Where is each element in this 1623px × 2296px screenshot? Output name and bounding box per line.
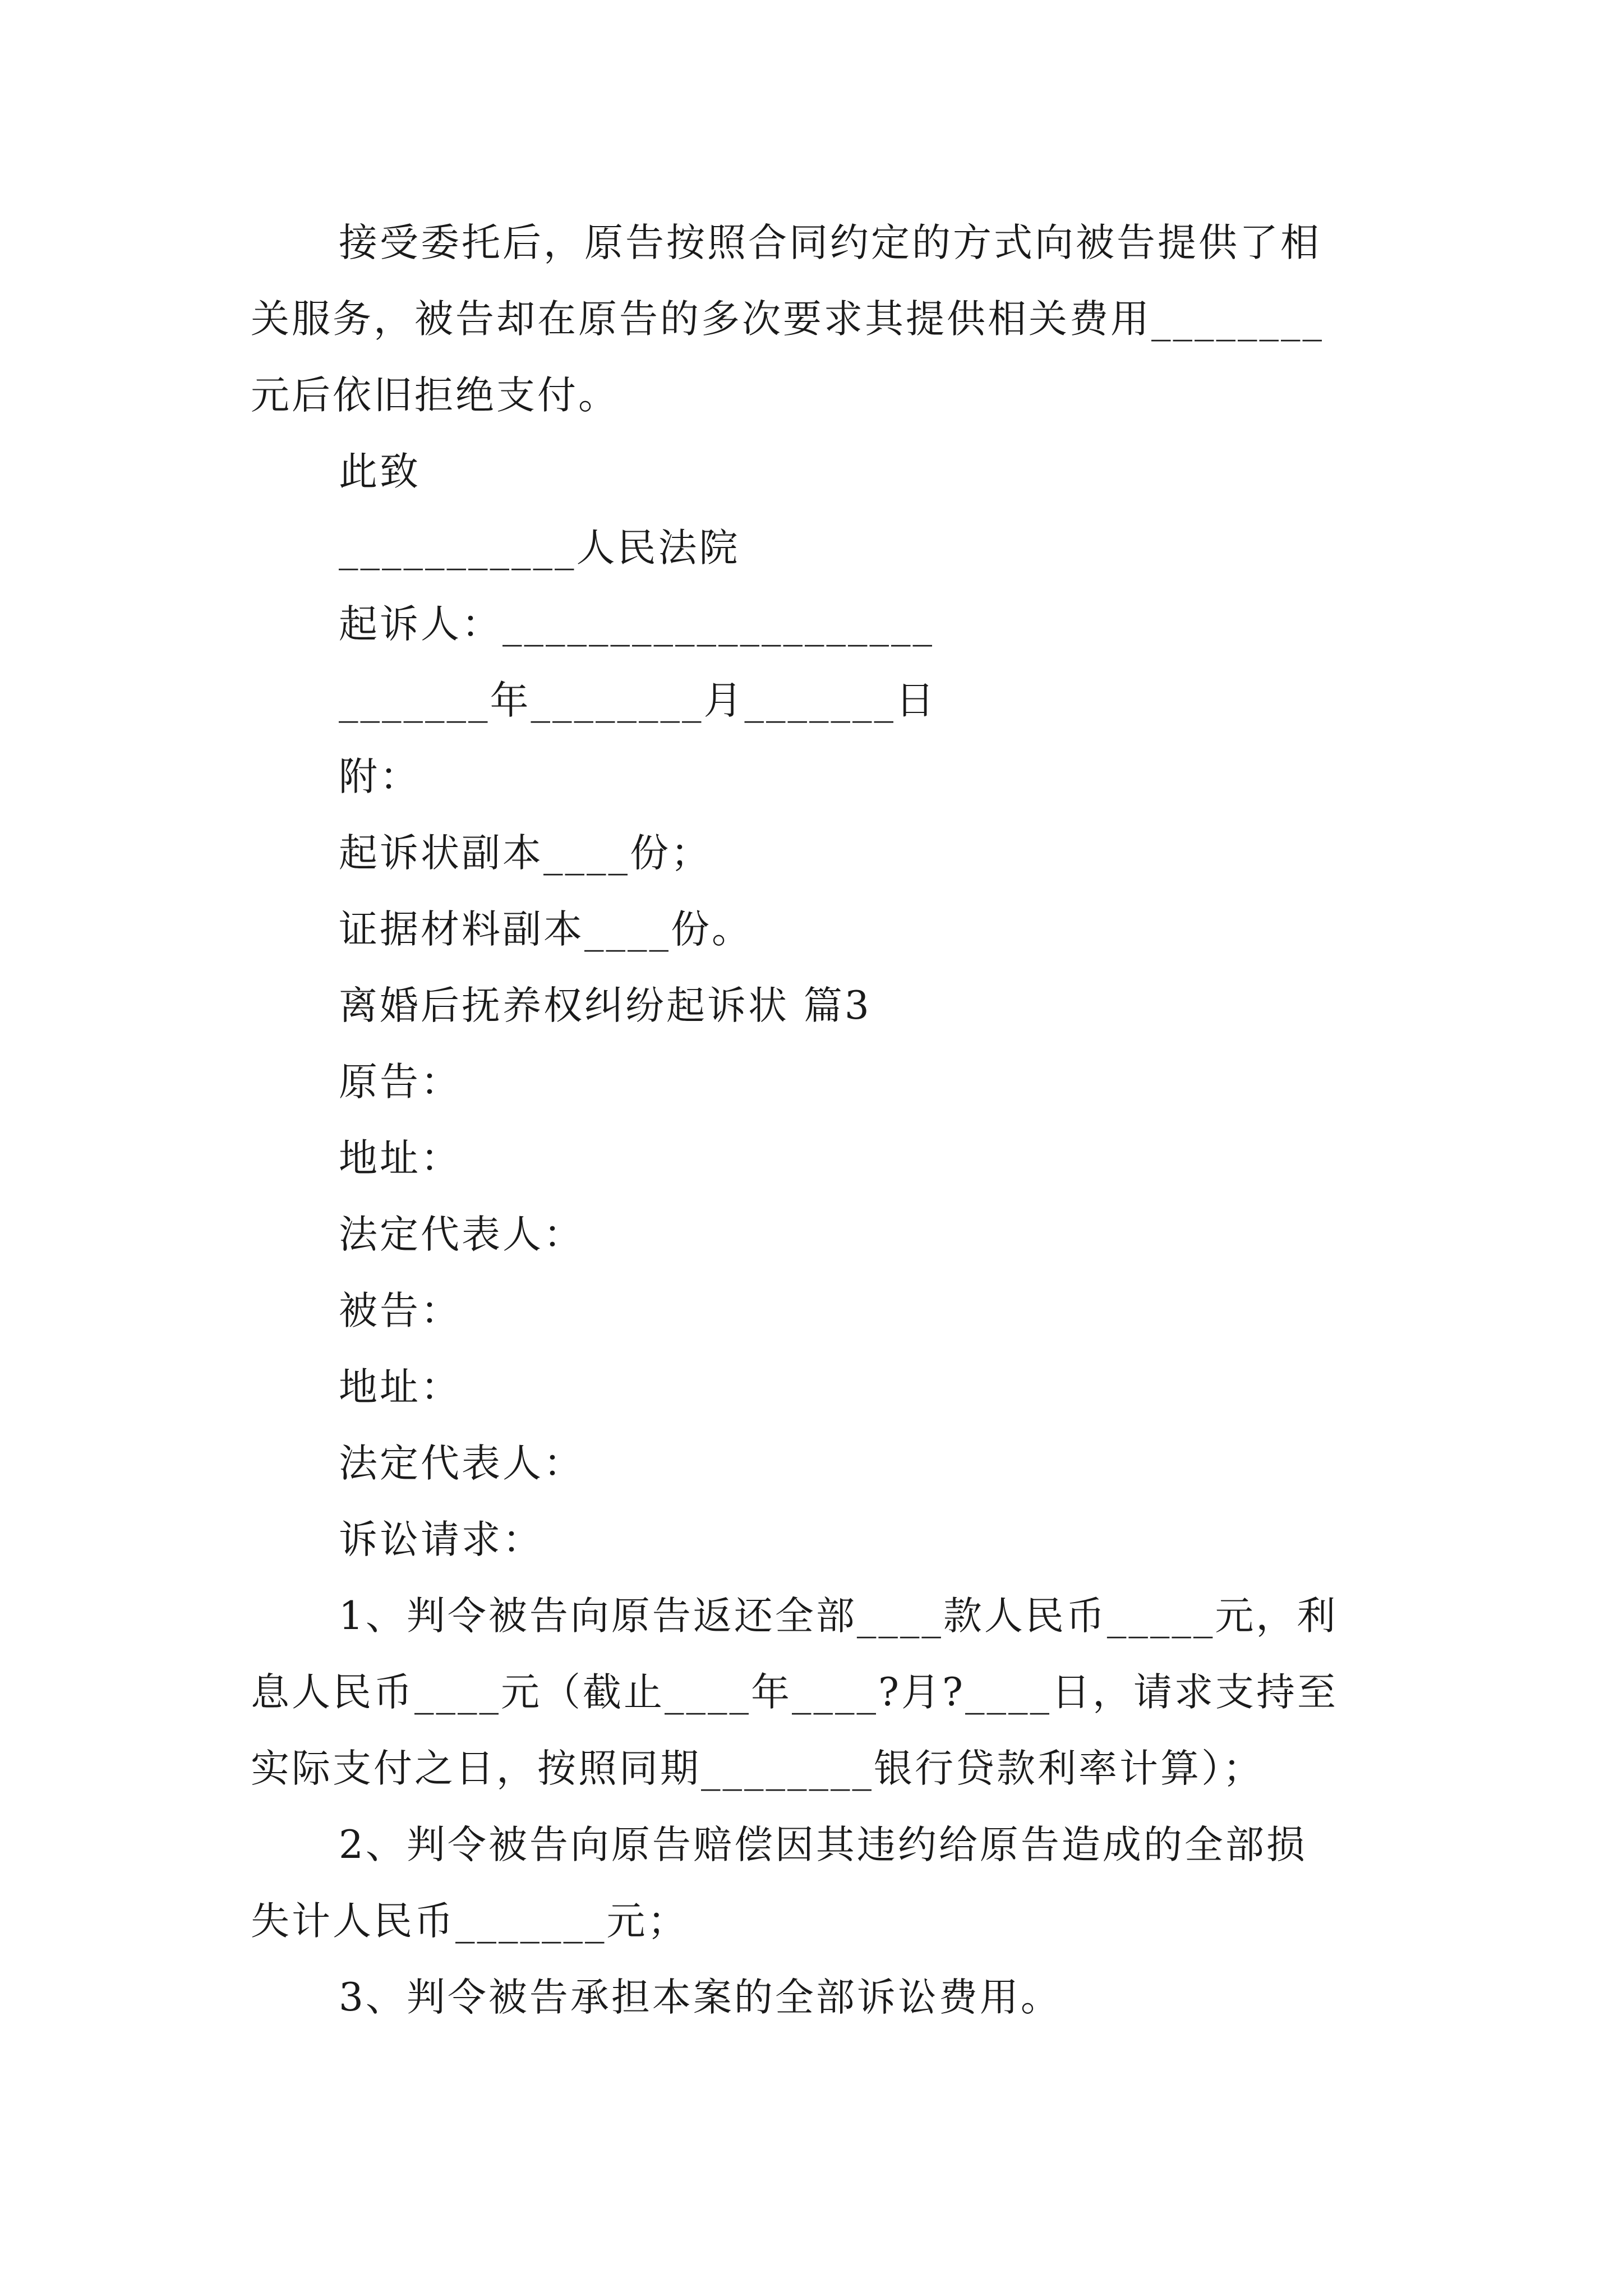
field-label-defendant: 被告： <box>339 1289 462 1333</box>
claim-item-line: 失计人民币_______元； <box>251 1899 689 1944</box>
claim-item-line: 1、判令被告向原告返还全部____款人民币_____元，利 <box>339 1594 1338 1639</box>
field-label-legal-representative: 法定代表人： <box>339 1441 584 1486</box>
attachment-item: 起诉状副本____份； <box>339 831 712 876</box>
paragraph-line: 关服务，被告却在原告的多次要求其提供相关费用________ <box>251 297 1324 342</box>
field-label-plaintiff: 原告： <box>339 1060 462 1105</box>
claim-item-line: 2、判令被告向原告赔偿因其违约给原告造成的全部损 <box>339 1823 1307 1867</box>
claim-item-line: 3、判令被告承担本案的全部诉讼费用。 <box>339 1975 1062 2020</box>
field-label-legal-representative: 法定代表人： <box>339 1212 584 1257</box>
section-title: 离婚后抚养权纠纷起诉状 篇3 <box>339 983 872 1028</box>
claim-item-line: 实际支付之日，按照同期________银行贷款利率计算）； <box>251 1746 1264 1791</box>
court-line: ___________人民法院 <box>339 526 740 570</box>
claim-item-line: 息人民币____元（截止____年____?月?____日，请求支持至 <box>251 1670 1338 1715</box>
attachment-item: 证据材料副本____份。 <box>339 907 753 952</box>
claims-heading: 诉讼请求： <box>339 1517 543 1562</box>
date-line: _______年________月_______日 <box>339 678 937 723</box>
attachment-heading: 附： <box>339 754 421 799</box>
field-label-address: 地址： <box>339 1136 462 1181</box>
paragraph-line: 元后依旧拒绝支付。 <box>251 373 619 418</box>
salutation-line: 此致 <box>339 449 421 494</box>
paragraph-line: 接受委托后，原告按照合同约定的方式向被告提供了相 <box>339 220 1321 265</box>
plaintiff-signature-line: 起诉人：____________________ <box>339 602 934 647</box>
field-label-address: 地址： <box>339 1365 462 1410</box>
